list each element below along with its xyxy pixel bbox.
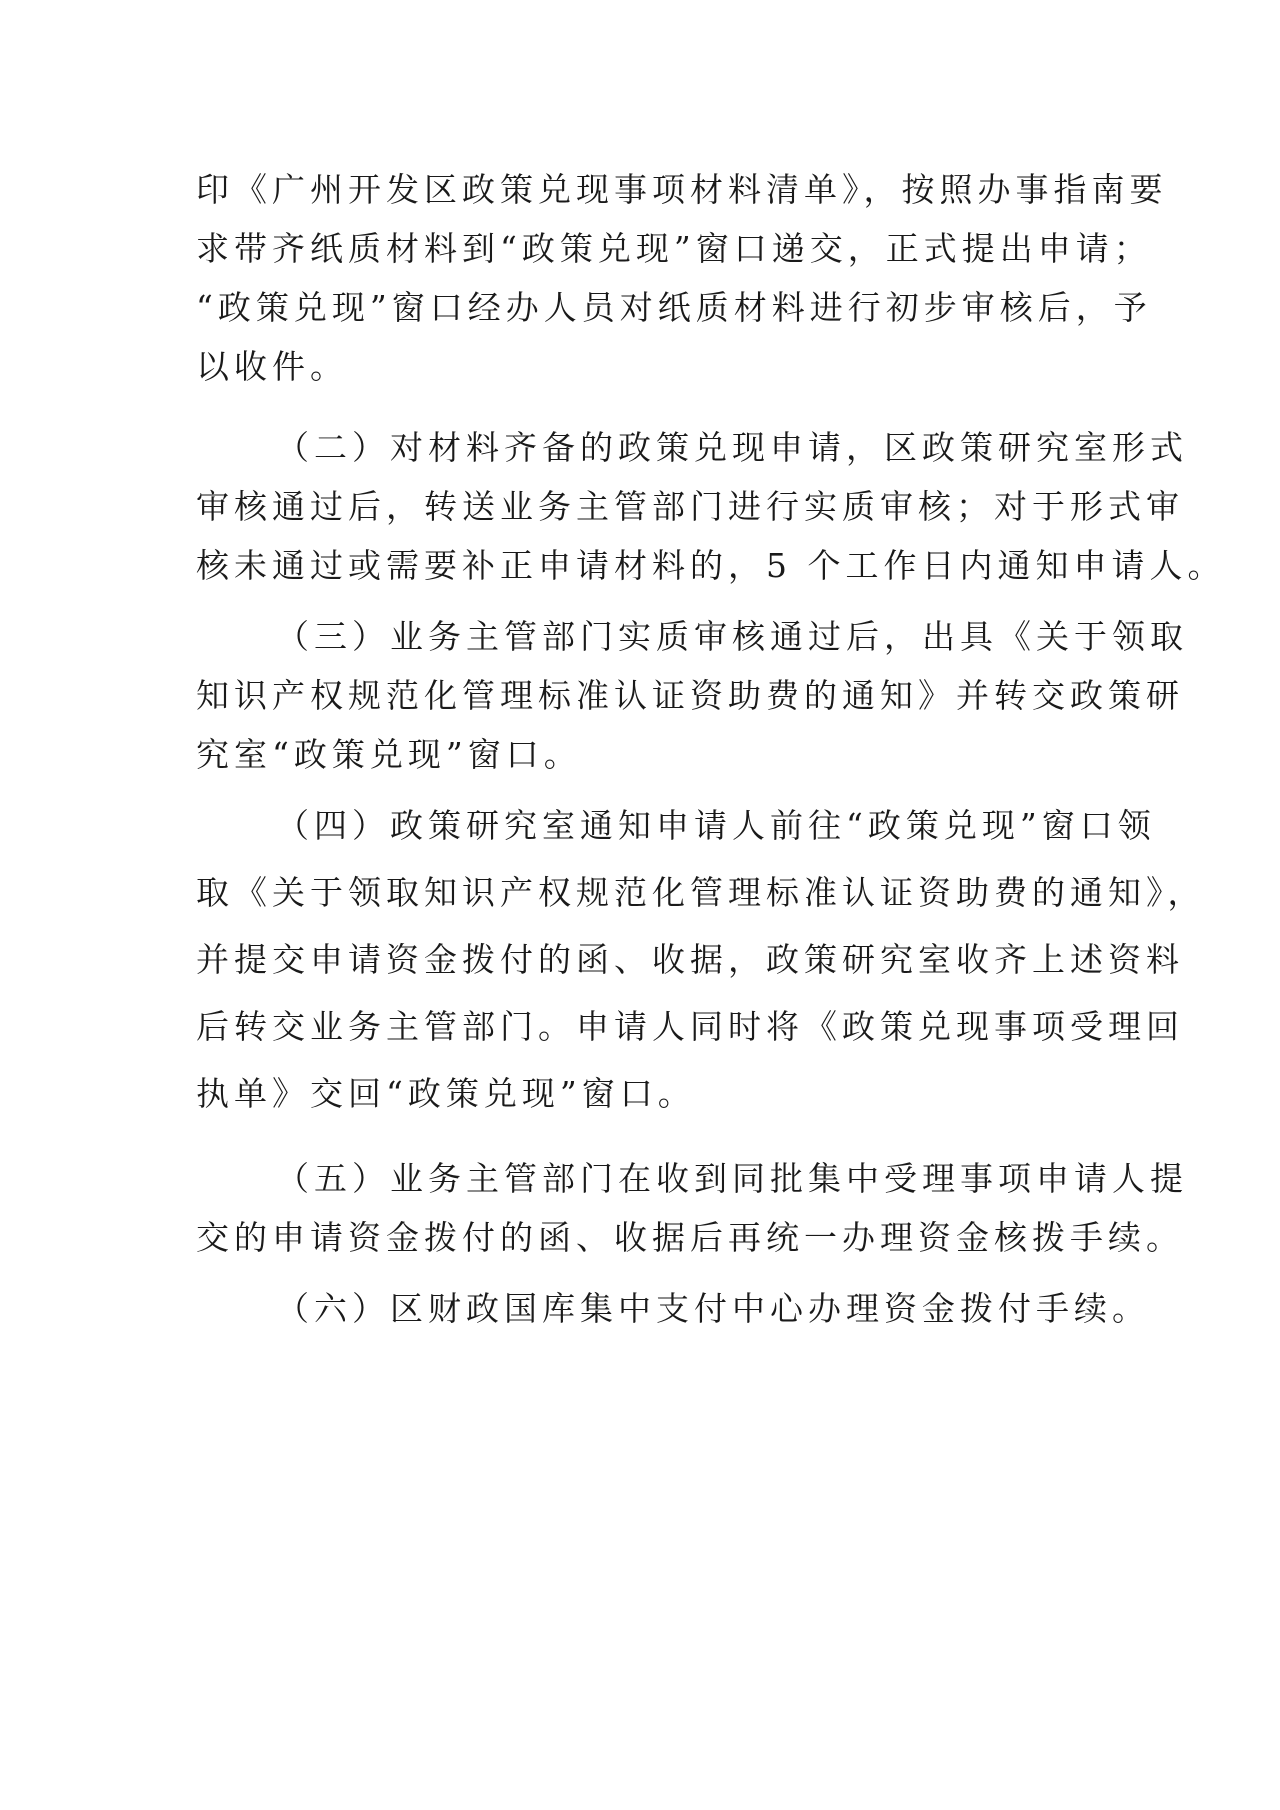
- paragraph-item-6: [196, 1279, 1150, 1338]
- text-line: 核未通过或需要补正申请材料的，5 个工作日内通知申请人。: [196, 546, 1226, 585]
- text-line: （二）对材料齐备的政策兑现申请，区政策研究室形式: [276, 428, 1188, 467]
- paragraph-item-5: [196, 1149, 1188, 1267]
- text-line: 究室“政策兑现”窗口。: [196, 735, 582, 774]
- text-line: 以收件。: [196, 347, 348, 386]
- text-line: 审核通过后，转送业务主管部门进行实质审核；对于形式审: [196, 487, 1184, 526]
- paragraph-item-3: [196, 607, 1188, 784]
- text-line: （三）业务主管部门实质审核通过后，出具《关于领取: [276, 617, 1188, 656]
- text-line: 后转交业务主管部门。申请人同时将《政策兑现事项受理回: [196, 1007, 1184, 1046]
- document-body: [196, 160, 1226, 1338]
- text-line: 知识产权规范化管理标准认证资助费的通知》并转交政策研: [196, 676, 1184, 715]
- text-line: 求带齐纸质材料到“政策兑现”窗口递交，正式提出申请；: [196, 229, 1152, 268]
- text-line: 取《关于领取知识产权规范化管理标准认证资助费的通知》，: [196, 873, 1206, 912]
- paragraph-item-4: [196, 796, 1206, 1123]
- text-line: （五）业务主管部门在收到同批集中受理事项申请人提: [276, 1159, 1188, 1198]
- text-line: 交的申请资金拨付的函、收据后再统一办理资金核拨手续。: [196, 1218, 1184, 1257]
- paragraph-item-2: [196, 418, 1226, 595]
- text-line: 印《广州开发区政策兑现事项材料清单》，按照办事指南要: [196, 170, 1168, 209]
- text-line: 并提交申请资金拨付的函、收据，政策研究室收齐上述资料: [196, 940, 1184, 979]
- text-line: （六）区财政国库集中支付中心办理资金拨付手续。: [276, 1289, 1150, 1328]
- text-line: （四）政策研究室通知申请人前往“政策兑现”窗口领: [276, 806, 1156, 845]
- paragraph-intro: [196, 160, 1168, 396]
- text-line: “政策兑现”窗口经办人员对纸质材料进行初步审核后，予: [196, 288, 1152, 327]
- text-line: 执单》交回“政策兑现”窗口。: [196, 1074, 696, 1113]
